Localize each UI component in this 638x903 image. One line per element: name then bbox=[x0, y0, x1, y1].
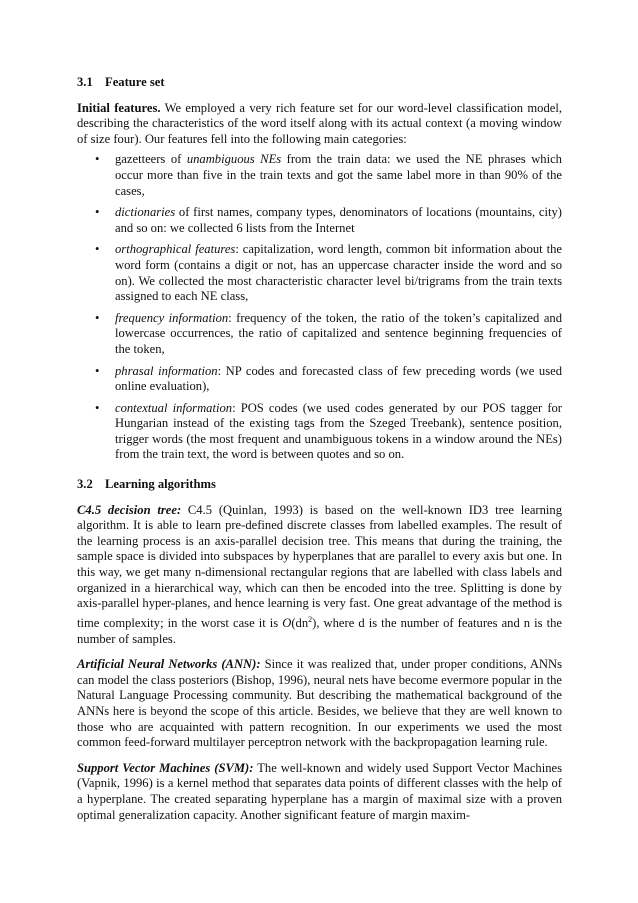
list-item bbox=[77, 364, 562, 395]
list-item-term: frequency information bbox=[115, 310, 229, 325]
paragraph-lead: C4.5 decision tree: bbox=[77, 502, 182, 517]
big-o: O bbox=[282, 616, 292, 630]
superscript: 2 bbox=[308, 614, 313, 624]
ann-paragraph bbox=[77, 657, 562, 751]
bullet-icon: • bbox=[95, 400, 100, 415]
list-item bbox=[77, 311, 562, 358]
list-item-term: orthographical features bbox=[115, 242, 236, 257]
list-item-term: phrasal information bbox=[115, 363, 218, 378]
section-number: 3.2 bbox=[77, 477, 93, 492]
paragraph-text: ), where d is the number of features and n is the number of samples. bbox=[77, 616, 562, 646]
bullet-icon: • bbox=[95, 310, 100, 325]
paragraph-lead: Support Vector Machines (SVM): bbox=[77, 760, 254, 775]
bullet-icon: • bbox=[95, 363, 100, 378]
list-item bbox=[77, 242, 562, 304]
section-title: Learning algorithms bbox=[105, 477, 216, 492]
section-heading-learning-algorithms bbox=[77, 477, 562, 493]
initial-features-paragraph bbox=[77, 101, 562, 148]
c45-paragraph bbox=[77, 503, 562, 648]
document-page bbox=[77, 72, 562, 823]
list-item-term: dictionaries bbox=[115, 205, 176, 220]
list-item-text: from the train data: we used the NE phrases which occur more than five in the train texts and got the same label more in than 90% of the cases, bbox=[115, 152, 562, 198]
list-item-term: contextual information bbox=[115, 400, 233, 415]
paragraph-text: We employed a very rich feature set for our word-level classification model, describing the characteristics of the word itself along with its actual context (a moving window of size four). Our features fell into the following main categories: bbox=[77, 100, 563, 146]
list-item-text: : capitalization, word length, common bit information about the word form (contains a digit or not, has an uppercase character inside the word and so on). We collected the most characteristic character level bi/trigrams from the train texts assigned to each NE class, bbox=[115, 242, 562, 304]
list-item-text: of first names, company types, denominators of locations (mountains, city) and so on: we collected 6 lists from the Internet bbox=[115, 205, 562, 235]
list-item-term: unambiguous NEs bbox=[186, 152, 282, 167]
paragraph-lead: Artificial Neural Networks (ANN): bbox=[77, 657, 261, 672]
list-item bbox=[77, 152, 562, 199]
bullet-icon: • bbox=[95, 205, 100, 220]
section-title: Feature set bbox=[105, 75, 165, 89]
section-heading-feature-set bbox=[77, 75, 562, 91]
bullet-icon: • bbox=[95, 242, 100, 257]
feature-category-list bbox=[77, 152, 562, 463]
list-item-text: : POS codes (we used codes generated by our POS tagger for Hungarian instead of the existing tags from the Szeged Treebank), sentence position, trigger words (the most frequent and unambiguous tokens in a window around the NEs) from the train text, the word is between quotes and so on. bbox=[115, 400, 562, 462]
list-item bbox=[77, 205, 562, 236]
formula-text: (dn bbox=[291, 616, 309, 630]
section-number: 3.1 bbox=[77, 75, 93, 89]
bullet-icon: • bbox=[95, 152, 100, 167]
paragraph-text: Since it was realized that, under proper conditions, ANNs can model the class posteriors (Bishop, 1996), neural nets have become evermore popular in the Natural Language Processing community. But describing the mathematical background of the ANNs here is beyond the scope of this article. Besides, we believe that they are well known to those who are acquainted with pattern recognition. In our experiments we used the most common feed-forward multilayer perceptron network with the backpropagation learning rule. bbox=[77, 657, 563, 750]
list-item bbox=[77, 401, 562, 463]
paragraph-lead: Initial features. bbox=[77, 100, 161, 115]
paragraph-text: The well-known and widely used Support Vector Machines (Vapnik, 1996) is a kernel method that separates data points of different classes with the help of a hyperplane. The created separating hyperplane has a margin of maximal size with a proven optimal generalization capacity. Another significant feature of margin maxim- bbox=[77, 760, 562, 822]
list-item-text: : NP codes and forecasted class of few preceding words (we used online evaluation), bbox=[115, 363, 562, 394]
list-item-text: gazetteers of bbox=[115, 152, 187, 167]
svm-paragraph bbox=[77, 761, 562, 823]
list-item-text: : frequency of the token, the ratio of the token’s capitalized and lowercase occurrences, the ratio of capitalized and sentence beginning frequencies of the token, bbox=[115, 310, 563, 356]
paragraph-text: C4.5 (Quinlan, 1993) is based on the well-known ID3 tree learning algorithm. It is able to learn pre-defined discrete classes from labelled examples. The result of the learning process is an axis-parallel decision tree. This means that during the training, the sample space is divided into subspaces by hyperplanes that are parallel to every axis but one. In this way, we get many n-dimensional rectangular regions that are labelled with class labels and organized in a hierarchical way, which can then be encoded into the tree. Splitting is done by axis-parallel hyper-planes, and hence learning is very fast. One great advantage of the method is time complexity; in the worst case it is bbox=[77, 502, 562, 630]
